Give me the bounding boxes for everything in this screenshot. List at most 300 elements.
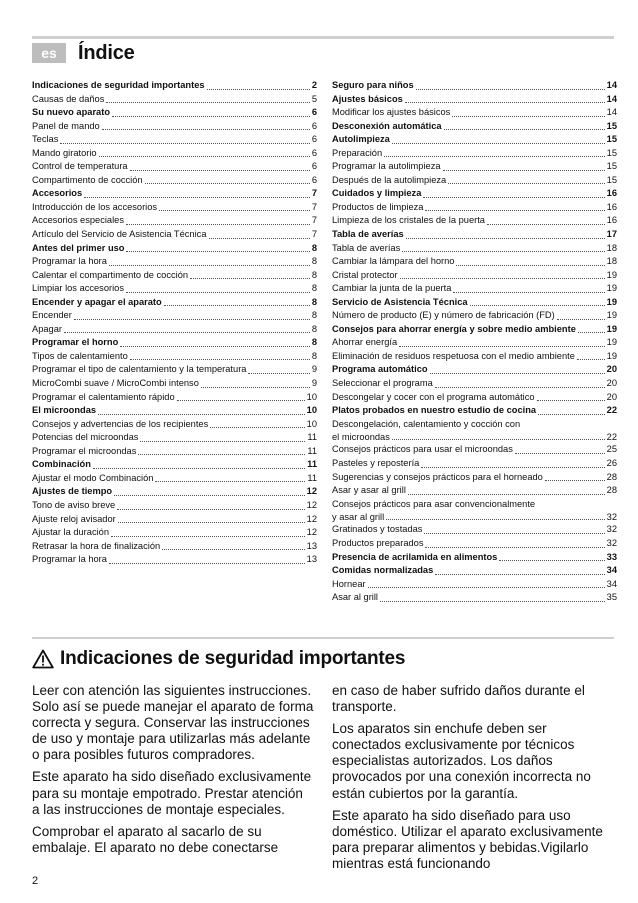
toc-leader-dots (159, 210, 310, 211)
toc-chapter[interactable] (32, 485, 317, 499)
toc-entry-label: Sugerencias y consejos prácticos para el horneado (332, 471, 543, 482)
toc-entry[interactable] (332, 471, 617, 485)
toc-entry-label: Preparación (332, 147, 383, 158)
toc-entry-page: 22 (606, 405, 617, 416)
toc-entry-page: 6 (311, 120, 317, 131)
toc-leader-dots (248, 373, 309, 374)
toc-entry-page: 16 (606, 201, 617, 212)
toc-entry-label: Consejos prácticos para usar el microondas (332, 444, 513, 455)
toc-entry[interactable] (32, 431, 317, 445)
toc-chapter[interactable] (332, 296, 617, 310)
toc-leader-dots (118, 522, 305, 523)
toc-entry-page: 19 (606, 283, 617, 294)
toc-entry-page: 19 (606, 269, 617, 280)
toc-chapter[interactable] (332, 404, 617, 418)
toc-entry[interactable] (332, 498, 617, 524)
toc-entry-label: Programar el tipo de calentamiento y la temperatura (32, 364, 247, 375)
toc-entry-label: Pasteles y repostería (332, 458, 420, 469)
toc-entry-label: Programar el microondas (32, 445, 137, 456)
toc-entry-label: Ahorrar energía (332, 337, 398, 348)
toc-entry-page: 7 (311, 215, 317, 226)
toc-entry-label: Número de producto (E) y número de fabricación (FD) (332, 310, 555, 321)
toc-leader-dots (470, 305, 605, 306)
toc-entry-page: 8 (311, 350, 317, 361)
toc-leader-dots (452, 116, 604, 117)
toc-entry-page: 20 (606, 391, 617, 402)
toc-entry-label: Calentar el compartimento de cocción (32, 269, 189, 280)
toc-entry-page: 6 (311, 161, 317, 172)
toc-entry-page: 26 (606, 458, 617, 469)
toc-entry-page: 32 (606, 538, 617, 548)
toc-entry-page: 13 (306, 554, 317, 565)
toc-right-column (332, 79, 617, 605)
toc-leader-dots (421, 467, 604, 468)
toc-entry-label-cont: y asar al grill (332, 512, 385, 523)
toc-entry[interactable] (332, 309, 617, 323)
toc-chapter[interactable] (332, 93, 617, 107)
toc-entry[interactable] (332, 214, 617, 228)
toc-entry-page: 20 (606, 378, 617, 389)
toc-entry-label: Ajustes de tiempo (32, 486, 113, 497)
toc-entry-page: 9 (311, 364, 317, 375)
toc-entry-page: 12 (306, 513, 317, 524)
toc-entry-page: 11 (307, 432, 317, 443)
toc-entry-page: 20 (606, 364, 617, 375)
toc-entry[interactable] (332, 269, 617, 283)
toc-leader-dots (102, 129, 310, 130)
toc-entry[interactable] (332, 443, 617, 457)
toc-entry[interactable] (32, 160, 317, 174)
toc-leader-dots (499, 560, 604, 561)
toc-leader-dots (130, 170, 310, 171)
toc-entry-label: Comidas normalizadas (332, 565, 434, 576)
toc-entry-page: 10 (306, 405, 317, 416)
toc-entry-label: Ajustar el modo Combinación (32, 472, 154, 483)
toc-chapter[interactable] (32, 458, 317, 472)
toc-leader-dots (201, 387, 310, 388)
toc-chapter[interactable] (332, 187, 617, 201)
toc-leader-dots (577, 359, 605, 360)
toc-entry-label: Antes del primer uso (32, 242, 125, 253)
toc-chapter[interactable] (32, 296, 317, 310)
toc-entry[interactable] (32, 309, 317, 323)
toc-entry[interactable] (332, 147, 617, 161)
toc-entry[interactable] (332, 160, 617, 174)
toc-leader-dots (392, 143, 605, 144)
toc-entry-label: Introducción de los accesorios (32, 201, 158, 212)
toc-entry-page: 6 (311, 147, 317, 158)
toc-entry[interactable] (332, 336, 617, 350)
toc-entry-page: 33 (606, 551, 617, 562)
toc-entry-label: Accesorios especiales (32, 215, 124, 226)
toc-entry-label: Artículo del Servicio de Asistencia Técnica (32, 229, 207, 240)
toc-chapter[interactable] (32, 336, 317, 350)
toc-leader-dots (117, 509, 304, 510)
toc-entry-label: Causas de daños (32, 93, 105, 104)
toc-entry[interactable] (32, 255, 317, 269)
toc-entry-label: Cambiar la lámpara del horno (332, 256, 455, 267)
body-paragraph: Los aparatos sin enchufe deben ser conectados exclusivamente por técnicos especialistas autorizados. Los daños provocados por una conexión incorrecta no están cubiertos por la garantía. (332, 721, 591, 801)
toc-leader-dots (368, 587, 605, 588)
toc-entry-page: 14 (606, 80, 617, 90)
toc-entry[interactable] (332, 174, 617, 188)
warning-triangle-icon (32, 649, 54, 669)
toc-entry[interactable] (32, 472, 317, 486)
toc-entry-page: 5 (311, 93, 317, 104)
toc-leader-dots (557, 319, 605, 320)
body-paragraph: en caso de haber sufrido daños durante el transporte. (332, 683, 585, 715)
toc-entry-page: 11 (307, 472, 317, 483)
toc-leader-dots (386, 519, 604, 520)
toc-entry-page: 10 (306, 418, 317, 429)
toc-entry-label: Retrasar la hora de finalización (32, 540, 161, 551)
toc-leader-dots (60, 143, 309, 144)
toc-leader-dots (190, 278, 310, 279)
toc-entry-label: Cristal protector (332, 269, 398, 280)
toc-entry[interactable] (32, 377, 317, 391)
toc-leader-dots (537, 400, 605, 401)
toc-chapter[interactable] (32, 79, 317, 93)
toc-entry-page: 2 (311, 80, 317, 90)
toc-entry-label: Indicaciones de seguridad importantes (32, 80, 205, 90)
toc-entry-label: Tipos de calentamiento (32, 350, 128, 361)
toc-entry[interactable] (32, 201, 317, 215)
toc-chapter[interactable] (32, 187, 317, 201)
toc-entry-label: Productos preparados (332, 538, 424, 548)
toc-entry-page: 28 (606, 471, 617, 482)
toc-leader-dots (112, 116, 310, 117)
toc-leader-dots (120, 346, 310, 347)
toc-leader-dots (453, 292, 604, 293)
toc-leader-dots (578, 332, 605, 333)
toc-entry-page: 15 (606, 161, 617, 172)
toc-entry-page: 8 (311, 310, 317, 321)
toc-entry[interactable] (332, 201, 617, 215)
toc-entry-label: Descongelación, calentamiento y cocción con (332, 418, 521, 429)
toc-leader-dots (98, 414, 305, 415)
toc-entry-page: 8 (311, 296, 317, 307)
section-title: Indicaciones de seguridad importantes (60, 648, 406, 669)
toc-entry-label: Seguro para niños (332, 80, 414, 90)
toc-entry-label: Apagar (32, 323, 62, 334)
toc-entry-page: 17 (606, 229, 617, 240)
toc-leader-dots (448, 183, 604, 184)
toc-entry-label: Programar el calentamiento rápido (32, 391, 175, 402)
toc-entry-label: Mando giratorio (32, 147, 97, 158)
toc-entry-page: 28 (606, 485, 617, 496)
toc-entry-label: Panel de mando (32, 120, 100, 131)
toc-entry[interactable] (32, 513, 317, 527)
toc-entry-label: Gratinados y tostadas (332, 524, 423, 535)
toc-entry-label: Control de temperatura (32, 161, 128, 172)
toc-entry[interactable] (32, 282, 317, 296)
toc-chapter[interactable] (332, 323, 617, 337)
toc-entry-label: Después de la autolimpieza (332, 174, 447, 185)
toc-entry-label: Presencia de acrilamida en alimentos (332, 551, 498, 562)
toc-leader-dots (177, 400, 305, 401)
section-header (32, 648, 405, 670)
toc-entry-label: Programa automático (332, 364, 428, 375)
toc-chapter[interactable] (332, 133, 617, 147)
toc-entry-label: Consejos prácticos para asar convencionalmente (332, 498, 536, 509)
toc-entry-label: Seleccionar el programa (332, 378, 433, 389)
toc-entry[interactable] (332, 457, 617, 471)
toc-entry-page: 35 (606, 592, 617, 603)
toc-leader-dots (109, 265, 310, 266)
toc-entry-label: Consejos para ahorrar energía y sobre medio ambiente (332, 323, 576, 334)
toc-chapter[interactable] (32, 106, 317, 120)
toc-entry-page: 15 (606, 120, 617, 131)
toc-entry[interactable] (32, 174, 317, 188)
toc-leader-dots (435, 574, 604, 575)
toc-leader-dots (435, 387, 605, 388)
toc-chapter[interactable] (332, 551, 617, 565)
toc-entry-label: Combinación (32, 459, 91, 470)
body-paragraph: Leer con atención las siguientes instrucciones. Solo así se puede manejar el aparato de forma correcta y segura. Conservar las instrucciones de uso y montaje para utilizarlas más adelante o para posibles futuros compradores. (32, 683, 314, 763)
toc-entry-page: 14 (606, 107, 617, 118)
toc-leader-dots (425, 547, 604, 548)
toc-entry-label: Ajustar la duración (32, 527, 109, 538)
toc-leader-dots (515, 453, 605, 454)
toc-entry-page: 7 (311, 201, 317, 212)
toc-entry-page: 8 (311, 337, 317, 348)
toc-leader-dots (84, 197, 310, 198)
toc-entry[interactable] (332, 484, 617, 498)
toc-leader-dots (109, 563, 305, 564)
toc-entry-label: Ajuste reloj avisador (32, 513, 116, 524)
toc-entry-label: Autolimpieza (332, 134, 390, 145)
toc-entry[interactable] (332, 591, 617, 605)
toc-entry[interactable] (32, 120, 317, 134)
toc-entry-label: Tono de aviso breve (32, 499, 116, 510)
toc-leader-dots (155, 481, 305, 482)
toc-entry[interactable] (332, 391, 617, 405)
toc-entry-label: Limpieza de los cristales de la puerta (332, 215, 485, 226)
toc-entry-page: 25 (606, 444, 617, 455)
toc-entry[interactable] (32, 147, 317, 161)
toc-chapter[interactable] (332, 79, 617, 93)
toc-entry-page: 22 (606, 432, 617, 443)
body-paragraph: Este aparato ha sido diseñado exclusivamente para su montaje empotrado. Prestar atención a las instrucciones de montaje especiales. (32, 769, 312, 817)
toc-leader-dots (64, 332, 310, 333)
toc-entry-page: 14 (606, 93, 617, 104)
toc-entry-page: 19 (606, 323, 617, 334)
toc-entry[interactable] (332, 418, 617, 444)
toc-entry-label: Encender y apagar el aparato (32, 296, 162, 307)
toc-entry-label: Descongelar y cocer con el programa automático (332, 391, 535, 402)
toc-entry-label: MicroCombi suave / MicroCombi intenso (32, 378, 199, 389)
toc-entry-page: 19 (606, 350, 617, 361)
toc-entry[interactable] (32, 445, 317, 459)
toc-leader-dots (402, 251, 604, 252)
toc-entry-page: 16 (606, 215, 617, 226)
toc-entry-page: 11 (307, 445, 317, 456)
page-number: 2 (32, 875, 39, 887)
toc-leader-dots (380, 601, 605, 602)
toc-entry[interactable] (32, 228, 317, 242)
toc-entry-page: 12 (306, 527, 317, 538)
toc-entry-label-cont: el microondas (332, 432, 390, 443)
section-rule (32, 637, 614, 639)
toc-entry-page: 8 (311, 269, 317, 280)
toc-leader-dots (444, 129, 605, 130)
toc-entry-label: Programar la hora (32, 554, 107, 565)
toc-entry[interactable] (332, 242, 617, 256)
toc-entry-label: Hornear (332, 578, 366, 589)
toc-entry-page: 6 (311, 134, 317, 145)
toc-entry-page: 12 (306, 499, 317, 510)
toc-entry-page: 8 (311, 242, 317, 253)
toc-leader-dots (210, 427, 304, 428)
toc-entry[interactable] (32, 540, 317, 554)
toc-leader-dots (456, 265, 604, 266)
toc-left-column (32, 79, 317, 567)
toc-leader-dots (392, 439, 605, 440)
toc-entry-label: Cuidados y limpieza (332, 188, 422, 199)
toc-entry[interactable] (32, 93, 317, 107)
toc-entry[interactable] (32, 323, 317, 337)
toc-entry-page: 32 (606, 524, 617, 535)
toc-entry[interactable] (332, 255, 617, 269)
toc-leader-dots (106, 102, 309, 103)
toc-leader-dots (162, 549, 304, 550)
toc-leader-dots (111, 536, 305, 537)
toc-leader-dots (408, 494, 605, 495)
toc-entry[interactable] (32, 499, 317, 513)
toc-entry[interactable] (332, 377, 617, 391)
toc-entry-page: 19 (606, 296, 617, 307)
toc-entry-page: 15 (606, 147, 617, 158)
toc-chapter[interactable] (32, 404, 317, 418)
toc-leader-dots (138, 454, 305, 455)
toc-entry[interactable] (32, 214, 317, 228)
toc-entry-label: Asar y asar al grill (332, 485, 406, 496)
toc-entry[interactable] (32, 133, 317, 147)
toc-entry-label: Ajustes básicos (332, 93, 403, 104)
toc-entry-page: 32 (606, 512, 617, 523)
toc-entry-label: Encender (32, 310, 72, 321)
toc-entry-label: Asar al grill (332, 592, 378, 603)
toc-entry-page: 9 (311, 378, 317, 389)
toc-entry-label: El microondas (32, 405, 97, 416)
toc-leader-dots (416, 89, 605, 90)
toc-entry-page: 19 (606, 337, 617, 348)
toc-entry-page: 18 (606, 256, 617, 267)
toc-entry[interactable] (32, 269, 317, 283)
toc-entry[interactable] (332, 523, 617, 537)
toc-entry-label: Cambiar la junta de la puerta (332, 283, 452, 294)
toc-leader-dots (425, 210, 604, 211)
toc-entry-label: Tabla de averías (332, 229, 404, 240)
toc-leader-dots (405, 102, 605, 103)
toc-entry-page: 7 (311, 188, 317, 199)
toc-entry-label: Desconexión automática (332, 120, 442, 131)
toc-entry[interactable] (332, 537, 617, 551)
toc-leader-dots (545, 480, 605, 481)
toc-leader-dots (99, 156, 310, 157)
toc-leader-dots (384, 156, 605, 157)
toc-leader-dots (487, 224, 605, 225)
toc-chapter[interactable] (332, 120, 617, 134)
toc-leader-dots (130, 359, 310, 360)
toc-leader-dots (399, 346, 605, 347)
toc-entry-page: 13 (306, 540, 317, 551)
toc-entry-page: 6 (311, 174, 317, 185)
toc-entry-page: 8 (311, 323, 317, 334)
toc-entry-page: 7 (311, 229, 317, 240)
toc-entry-label: Potencias del microondas (32, 432, 139, 443)
toc-entry[interactable] (32, 350, 317, 364)
toc-leader-dots (209, 238, 310, 239)
toc-entry-page: 8 (311, 256, 317, 267)
toc-entry-label: Compartimento de cocción (32, 174, 143, 185)
page-title: Índice (78, 41, 135, 64)
toc-entry[interactable] (332, 350, 617, 364)
toc-entry-page: 34 (606, 578, 617, 589)
toc-entry-label: Modificar los ajustes básicos (332, 107, 451, 118)
toc-entry-label: Accesorios (32, 188, 83, 199)
toc-entry[interactable] (32, 391, 317, 405)
toc-entry-label: Eliminación de residuos respetuosa con el medio ambiente (332, 350, 575, 361)
toc-entry-label: Tabla de averías (332, 242, 401, 253)
toc-entry-label: Servicio de Asistencia Técnica (332, 296, 468, 307)
language-tag: es (32, 43, 66, 63)
toc-entry-page: 18 (606, 242, 617, 253)
body-left-column (32, 683, 314, 862)
toc-leader-dots (207, 89, 310, 90)
toc-entry-page: 11 (307, 459, 317, 470)
toc-leader-dots (126, 292, 310, 293)
body-paragraph: Este aparato ha sido diseñado para uso doméstico. Utilizar el aparato exclusivamente para preparar alimentos y bebidas.Vigilarlo mientras está funcionando (332, 807, 603, 871)
toc-entry[interactable] (32, 526, 317, 540)
top-rule (32, 36, 614, 39)
toc-entry-page: 12 (306, 486, 317, 497)
toc-entry[interactable] (332, 282, 617, 296)
toc-entry[interactable] (332, 106, 617, 120)
toc-leader-dots (126, 251, 309, 252)
toc-entry-label: Platos probados en nuestro estudio de cocina (332, 405, 537, 416)
toc-leader-dots (406, 238, 605, 239)
toc-leader-dots (443, 170, 605, 171)
toc-leader-dots (430, 373, 605, 374)
toc-entry-label: Limpiar los accesorios (32, 283, 124, 294)
toc-chapter[interactable] (32, 242, 317, 256)
toc-chapter[interactable] (332, 228, 617, 242)
toc-entry-label: Consejos y advertencias de los recipientes (32, 418, 209, 429)
toc-leader-dots (140, 441, 305, 442)
toc-leader-dots (424, 533, 604, 534)
toc-leader-dots (114, 495, 305, 496)
toc-chapter[interactable] (332, 564, 617, 578)
toc-leader-dots (400, 278, 605, 279)
toc-leader-dots (126, 224, 310, 225)
toc-entry-page: 34 (606, 565, 617, 576)
toc-entry-page: 19 (606, 310, 617, 321)
toc-leader-dots (423, 197, 604, 198)
toc-chapter[interactable] (332, 363, 617, 377)
toc-entry[interactable] (32, 553, 317, 567)
toc-entry-page: 16 (606, 188, 617, 199)
body-paragraph: Comprobar el aparato al sacarlo de su embalaje. El aparato no debe conectarse (32, 823, 279, 855)
toc-entry[interactable] (32, 363, 317, 377)
toc-entry[interactable] (332, 578, 617, 592)
toc-entry-label: Programar la autolimpieza (332, 161, 441, 172)
toc-entry-page: 10 (306, 391, 317, 402)
toc-entry[interactable] (32, 418, 317, 432)
toc-entry-page: 15 (606, 174, 617, 185)
toc-entry-label: Programar el horno (32, 337, 119, 348)
toc-leader-dots (538, 414, 605, 415)
